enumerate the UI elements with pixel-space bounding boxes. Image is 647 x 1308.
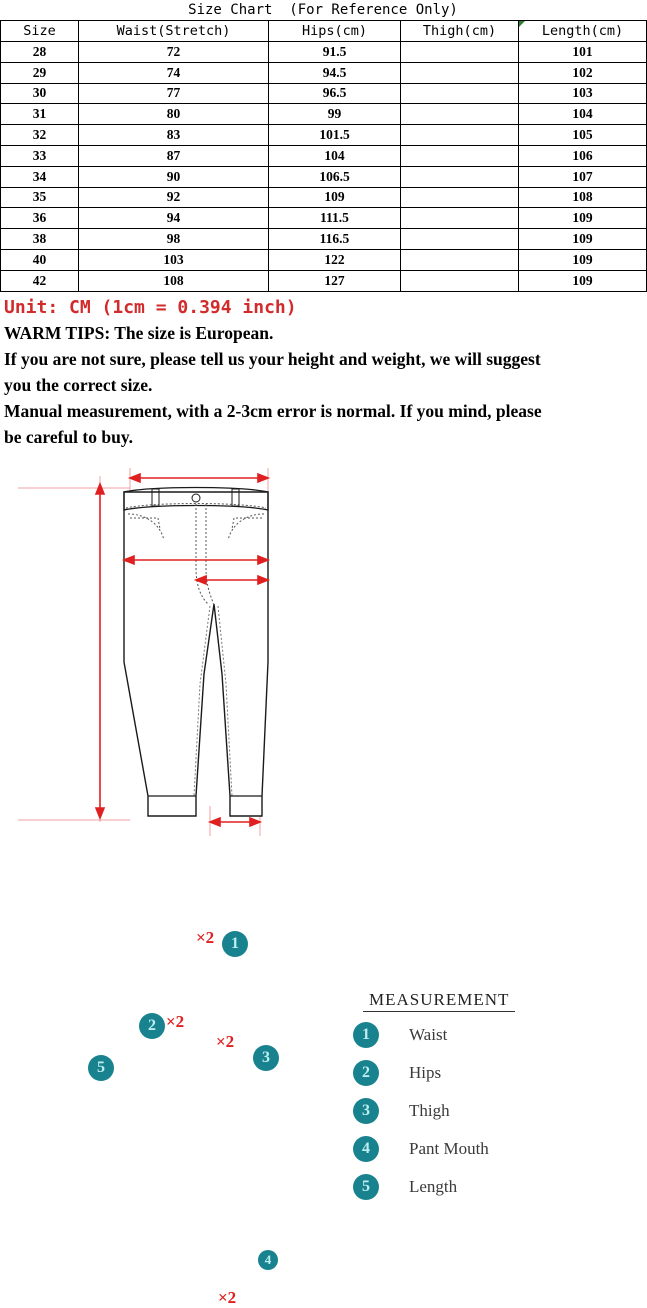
green-flag-icon xyxy=(519,21,525,27)
cell-size: 28 xyxy=(1,42,79,63)
table-row xyxy=(1,249,647,270)
legend-item-pant-mouth xyxy=(345,1135,625,1164)
legend-rows xyxy=(345,1021,625,1202)
cell-size: 34 xyxy=(1,166,79,187)
measurement-legend xyxy=(345,990,625,1202)
note-line-5: be careful to buy. xyxy=(4,426,133,447)
cell-hips: 101.5 xyxy=(269,125,401,146)
legend-number-icon: 3 xyxy=(353,1098,379,1124)
cell-length: 108 xyxy=(519,187,647,208)
legend-title: MEASUREMENT xyxy=(363,990,515,1012)
table-body xyxy=(1,42,647,292)
cell-thigh xyxy=(401,229,519,250)
cell-length: 109 xyxy=(519,208,647,229)
cell-thigh xyxy=(401,125,519,146)
column-header-hips: Hips(cm) xyxy=(269,21,401,42)
legend-item-waist xyxy=(345,1021,625,1050)
legend-label: Pant Mouth xyxy=(409,1139,489,1159)
cell-waist: 108 xyxy=(79,270,269,291)
legend-item-thigh xyxy=(345,1097,625,1126)
note-line-3: you the correct size. xyxy=(4,374,153,395)
column-header-thigh: Thigh(cm) xyxy=(401,21,519,42)
note-line-4: Manual measurement, with a 2-3cm error is normal. If you mind, please xyxy=(4,400,542,421)
cell-hips: 127 xyxy=(269,270,401,291)
cell-thigh xyxy=(401,166,519,187)
callout-4-pant-mouth: 4 xyxy=(258,1250,278,1270)
column-header-size: Size xyxy=(1,21,79,42)
x2-label-thigh: ×2 xyxy=(216,1031,235,1051)
cell-size: 31 xyxy=(1,104,79,125)
notes-block xyxy=(0,292,646,450)
callout-2-hips: 2 xyxy=(139,1013,165,1039)
cell-waist: 77 xyxy=(79,83,269,104)
cell-hips: 96.5 xyxy=(269,83,401,104)
cell-size: 35 xyxy=(1,187,79,208)
cell-hips: 91.5 xyxy=(269,42,401,63)
cell-thigh xyxy=(401,145,519,166)
cell-hips: 122 xyxy=(269,249,401,270)
table-row xyxy=(1,166,647,187)
cell-hips: 104 xyxy=(269,145,401,166)
cell-size: 32 xyxy=(1,125,79,146)
callout-3-thigh: 3 xyxy=(253,1045,279,1071)
cell-length: 106 xyxy=(519,145,647,166)
table-header-row xyxy=(1,21,647,42)
legend-label: Waist xyxy=(409,1025,448,1045)
cell-thigh xyxy=(401,62,519,83)
cell-size: 29 xyxy=(1,62,79,83)
cell-length: 107 xyxy=(519,166,647,187)
cell-length: 105 xyxy=(519,125,647,146)
cell-size: 38 xyxy=(1,229,79,250)
column-header-length xyxy=(519,21,647,42)
cell-size: 33 xyxy=(1,145,79,166)
cell-length: 109 xyxy=(519,249,647,270)
table-row xyxy=(1,145,647,166)
measurement-diagram xyxy=(0,450,646,1307)
legend-label: Hips xyxy=(409,1063,442,1083)
cell-thigh xyxy=(401,208,519,229)
note-unit: Unit: CM (1cm = 0.394 inch) xyxy=(4,296,297,318)
table-row xyxy=(1,187,647,208)
cell-thigh xyxy=(401,249,519,270)
table-row xyxy=(1,270,647,291)
cell-waist: 103 xyxy=(79,249,269,270)
callout-1-waist: 1 xyxy=(222,931,248,957)
cell-size: 36 xyxy=(1,208,79,229)
table-row xyxy=(1,104,647,125)
cell-waist: 72 xyxy=(79,42,269,63)
x2-label-mouth: ×2 xyxy=(218,1287,237,1307)
cell-waist: 98 xyxy=(79,229,269,250)
x2-label-waist: ×2 xyxy=(196,927,215,947)
table-row xyxy=(1,62,647,83)
note-line-1: WARM TIPS: The size is European. xyxy=(4,322,274,343)
cell-hips: 111.5 xyxy=(269,208,401,229)
cell-size: 40 xyxy=(1,249,79,270)
table-row xyxy=(1,83,647,104)
legend-number-icon: 4 xyxy=(353,1136,379,1162)
cell-length: 102 xyxy=(519,62,647,83)
x2-label-hips: ×2 xyxy=(166,1011,185,1031)
cell-waist: 74 xyxy=(79,62,269,83)
cell-length: 109 xyxy=(519,270,647,291)
cell-thigh xyxy=(401,42,519,63)
cell-thigh xyxy=(401,104,519,125)
cell-hips: 94.5 xyxy=(269,62,401,83)
cell-waist: 87 xyxy=(79,145,269,166)
cell-size: 42 xyxy=(1,270,79,291)
cell-thigh xyxy=(401,187,519,208)
cell-size: 30 xyxy=(1,83,79,104)
cell-length: 109 xyxy=(519,229,647,250)
table-row xyxy=(1,125,647,146)
cell-waist: 83 xyxy=(79,125,269,146)
cell-hips: 109 xyxy=(269,187,401,208)
note-line-2: If you are not sure, please tell us your height and weight, we will suggest xyxy=(4,348,541,369)
legend-number-icon: 2 xyxy=(353,1060,379,1086)
cell-length: 103 xyxy=(519,83,647,104)
cell-waist: 94 xyxy=(79,208,269,229)
size-chart-table xyxy=(0,20,647,292)
legend-item-hips xyxy=(345,1059,625,1088)
cell-hips: 116.5 xyxy=(269,229,401,250)
cell-length: 104 xyxy=(519,104,647,125)
cell-waist: 92 xyxy=(79,187,269,208)
table-row xyxy=(1,229,647,250)
legend-number-icon: 1 xyxy=(353,1022,379,1048)
legend-label: Thigh xyxy=(409,1101,450,1121)
cell-thigh xyxy=(401,270,519,291)
table-row xyxy=(1,42,647,63)
legend-item-length xyxy=(345,1173,625,1202)
cell-hips: 99 xyxy=(269,104,401,125)
cell-length: 101 xyxy=(519,42,647,63)
legend-label: Length xyxy=(409,1177,458,1197)
page-title: Size Chart (For Reference Only) xyxy=(188,2,458,18)
cell-hips: 106.5 xyxy=(269,166,401,187)
column-header-waist: Waist(Stretch) xyxy=(79,21,269,42)
cell-waist: 90 xyxy=(79,166,269,187)
cell-waist: 80 xyxy=(79,104,269,125)
cell-thigh xyxy=(401,83,519,104)
table-row xyxy=(1,208,647,229)
column-header-length-label: Length(cm) xyxy=(541,23,624,39)
callout-5-length: 5 xyxy=(88,1055,114,1081)
legend-number-icon: 5 xyxy=(353,1174,379,1200)
pants-illustration xyxy=(0,450,646,840)
